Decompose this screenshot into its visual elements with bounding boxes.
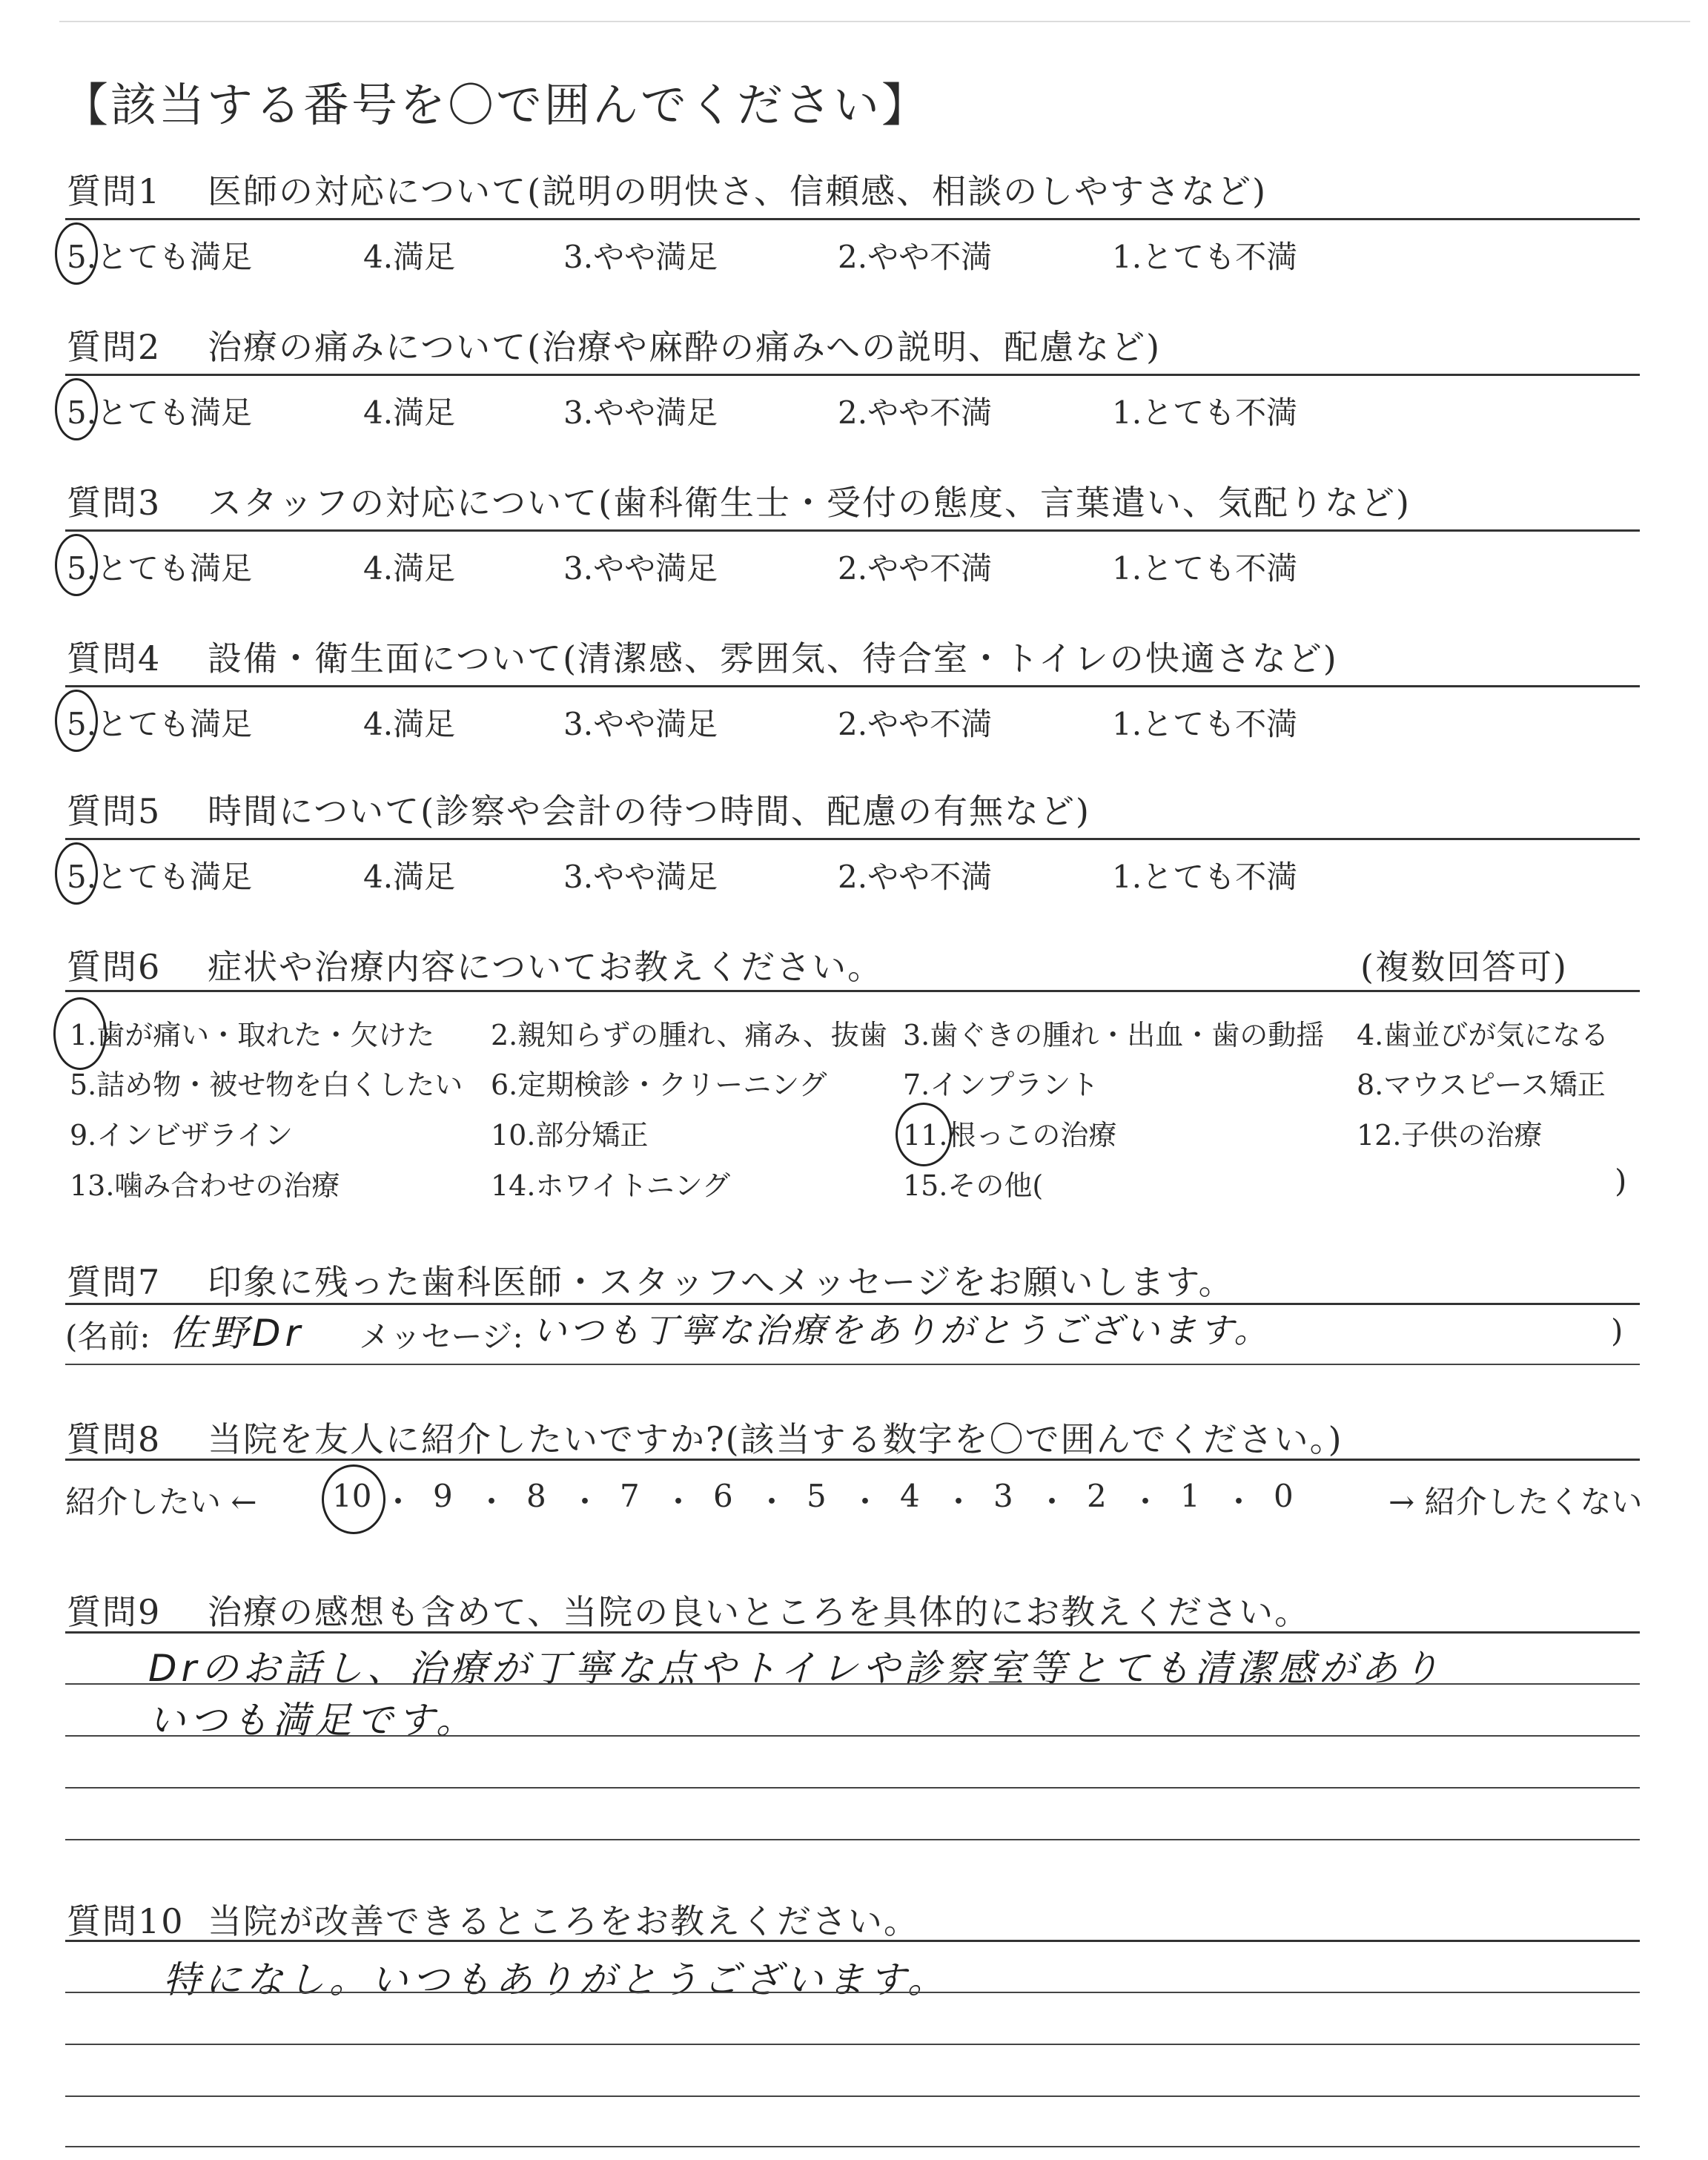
rating-option-2[interactable]: 2.やや不満	[838, 859, 993, 895]
question-4-number: 質問4	[67, 638, 162, 678]
top-border	[59, 21, 1690, 22]
rating-option-3[interactable]: 3.やや満足	[563, 859, 718, 895]
scale-separator-dot: ・	[756, 1484, 788, 1520]
rating-option-2[interactable]: 2.やや不満	[838, 239, 993, 275]
rating-option-4[interactable]: 4.満足	[363, 550, 456, 587]
question-2-text: 治療の痛みについて(治療や麻酔の痛みへの説明、配慮など)	[208, 327, 1162, 367]
rating-option-5[interactable]: 5.とても満足	[67, 706, 253, 742]
recommend-score-6[interactable]: 6	[713, 1478, 733, 1514]
question-3-number: 質問3	[67, 483, 162, 523]
scale-separator-dot: ・	[943, 1484, 975, 1520]
rating-option-1[interactable]: 1.とても不満	[1112, 239, 1298, 275]
question-9-number: 質問9	[67, 1592, 162, 1632]
rating-option-4[interactable]: 4.満足	[363, 706, 456, 742]
question-9-answer-line-1: Drのお話し、治療が丁寧な点やトイレや診察室等とても清潔感があり	[148, 1647, 1444, 1690]
recommend-score-3[interactable]: 3	[993, 1478, 1013, 1514]
q6-option-9[interactable]: 9.インビザライン	[70, 1119, 294, 1152]
question-5-text: 時間について(診察や会計の待つ時間、配慮の有無など)	[208, 791, 1090, 831]
rating-option-4[interactable]: 4.満足	[363, 859, 456, 895]
question-6-text: 症状や治療内容についてお教えください。	[208, 947, 884, 987]
scale-separator-dot: ・	[1036, 1484, 1068, 1520]
question-2-title	[67, 320, 1161, 369]
question-10-line-5	[65, 2146, 1640, 2147]
q6-option-10[interactable]: 10.部分矯正	[491, 1119, 649, 1152]
question-9-answer-line-2: いつも満足です。	[148, 1699, 477, 1742]
question-4-rule	[65, 685, 1640, 687]
question-7-title	[67, 1255, 1234, 1304]
recommend-score-2[interactable]: 2	[1087, 1478, 1107, 1514]
survey-header: 【該当する番号を〇で囲んでください】	[62, 78, 930, 132]
question-2-rule	[65, 374, 1640, 376]
rating-option-1[interactable]: 1.とても不満	[1112, 550, 1298, 587]
question-7-underline	[65, 1364, 1640, 1365]
rating-option-2[interactable]: 2.やや不満	[838, 550, 993, 587]
selected-circle-mark	[53, 997, 107, 1070]
rating-option-4[interactable]: 4.満足	[363, 394, 456, 431]
question-5-rule	[65, 838, 1640, 840]
recommend-score-7[interactable]: 7	[620, 1478, 640, 1514]
question-8-number: 質問8	[67, 1419, 162, 1459]
rating-option-3[interactable]: 3.やや満足	[563, 706, 718, 742]
q6-option-12[interactable]: 12.子供の治療	[1357, 1119, 1543, 1152]
recommend-score-0[interactable]: 0	[1274, 1478, 1294, 1514]
recommend-score-9[interactable]: 9	[433, 1478, 453, 1514]
q6-option-7[interactable]: 7.インプラント	[903, 1069, 1099, 1101]
rating-option-1[interactable]: 1.とても不満	[1112, 859, 1298, 895]
question-5-title	[67, 785, 1090, 833]
recommend-score-5[interactable]: 5	[807, 1478, 827, 1514]
question-6-title	[67, 940, 1568, 989]
rating-option-2[interactable]: 2.やや不満	[838, 394, 993, 431]
message-close-paren: )	[1611, 1312, 1623, 1349]
question-4-text: 設備・衛生面について(清潔感、雰囲気、待合室・トイレの快適さなど)	[208, 638, 1338, 678]
question-10-line-3	[65, 2044, 1640, 2045]
question-8-title	[67, 1413, 1343, 1462]
rating-option-5[interactable]: 5.とても満足	[67, 550, 253, 587]
question-7-number: 質問7	[67, 1262, 162, 1302]
question-10-rule	[65, 1940, 1640, 1942]
rating-option-3[interactable]: 3.やや満足	[563, 239, 718, 275]
q6-option-6[interactable]: 6.定期検診・クリーニング	[491, 1069, 827, 1101]
question-10-title	[67, 1895, 919, 1943]
selected-circle-mark	[55, 378, 98, 440]
scale-separator-dot: ・	[569, 1484, 601, 1520]
rating-option-1[interactable]: 1.とても不満	[1112, 706, 1298, 742]
q6-option-15[interactable]: 15.その他(	[903, 1169, 1044, 1202]
name-label: (名前:	[65, 1318, 150, 1355]
rating-option-5[interactable]: 5.とても満足	[67, 859, 253, 895]
question-10-text: 当院が改善できるところをお教えください。	[208, 1901, 919, 1941]
name-value: 佐野Dr	[169, 1312, 305, 1355]
question-10-number: 質問10	[67, 1901, 185, 1941]
recommend-left-label: 紹介したい ←	[65, 1484, 257, 1520]
rating-option-2[interactable]: 2.やや不満	[838, 706, 993, 742]
recommend-score-4[interactable]: 4	[900, 1478, 920, 1514]
scale-separator-dot: ・	[383, 1484, 414, 1520]
rating-option-3[interactable]: 3.やや満足	[563, 550, 718, 587]
selected-circle-mark	[55, 842, 98, 905]
scale-separator-dot: ・	[663, 1484, 695, 1520]
question-1-rule	[65, 218, 1640, 220]
question-3-rule	[65, 529, 1640, 532]
q6-option-5[interactable]: 5.詰め物・被せ物を白くしたい	[70, 1069, 463, 1101]
question-9-title	[67, 1585, 1310, 1634]
selected-circle-mark	[55, 690, 98, 752]
question-6-rule	[65, 990, 1640, 992]
recommend-score-1[interactable]: 1	[1180, 1478, 1200, 1514]
scale-separator-dot: ・	[850, 1484, 881, 1520]
question-4-title	[67, 632, 1338, 681]
question-10-answer-line-1: 特になし。いつもありがとうございます。	[163, 1958, 949, 2001]
q6-option-4[interactable]: 4.歯並びが気になる	[1357, 1019, 1609, 1051]
scale-separator-dot: ・	[1130, 1484, 1162, 1520]
question-9-text: 治療の感想も含めて、当院の良いところを具体的にお教えください。	[208, 1592, 1311, 1632]
recommend-right-label: → 紹介したくない	[1388, 1484, 1643, 1520]
scale-separator-dot: ・	[1223, 1484, 1255, 1520]
selected-circle-mark	[896, 1103, 952, 1166]
q6-option-3[interactable]: 3.歯ぐきの腫れ・出血・歯の動揺	[903, 1019, 1325, 1051]
question-10-line-4	[65, 2095, 1640, 2097]
question-9-line-4	[65, 1787, 1640, 1789]
question-8-rule	[65, 1459, 1640, 1461]
question-6-number: 質問6	[67, 947, 162, 987]
selected-circle-mark	[55, 534, 98, 596]
question-5-number: 質問5	[67, 791, 162, 831]
question-10-line-2	[65, 1992, 1640, 1993]
q6-option-11[interactable]: 11.根っこの治療	[903, 1119, 1117, 1152]
question-9-line-3	[65, 1735, 1640, 1737]
rating-option-3[interactable]: 3.やや満足	[563, 394, 718, 431]
question-1-text: 医師の対応について(説明の明快さ、信頼感、相談のしやすさなど)	[208, 171, 1268, 211]
rating-option-5[interactable]: 5.とても満足	[67, 239, 253, 275]
q6-option-2[interactable]: 2.親知らずの腫れ、痛み、抜歯	[491, 1019, 887, 1051]
question-2-number: 質問2	[67, 327, 162, 367]
q6-option-13[interactable]: 13.噛み合わせの治療	[70, 1169, 340, 1202]
rating-option-1[interactable]: 1.とても不満	[1112, 394, 1298, 431]
question-9-line-2	[65, 1683, 1640, 1685]
rating-option-4[interactable]: 4.満足	[363, 239, 456, 275]
question-3-text: スタッフの対応について(歯科衛生士・受付の態度、言葉遣い、気配りなど)	[208, 483, 1411, 523]
message-value: いつも丁寧な治療をありがとうございます。	[532, 1310, 1271, 1350]
question-7-text: 印象に残った歯科医師・スタッフへメッセージをお願いします。	[208, 1262, 1234, 1302]
message-label: メッセージ:	[359, 1318, 523, 1355]
question-3-title	[67, 476, 1411, 525]
question-9-rule	[65, 1631, 1640, 1634]
recommend-score-8[interactable]: 8	[526, 1478, 546, 1514]
question-1-title	[67, 165, 1267, 214]
q6-other-close-paren: )	[1615, 1163, 1627, 1199]
scale-separator-dot: ・	[476, 1484, 508, 1520]
q6-option-14[interactable]: 14.ホワイトニング	[491, 1169, 731, 1202]
question-8-text: 当院を友人に紹介したいですか?(該当する数字を〇で囲んでください。)	[208, 1419, 1343, 1459]
rating-option-5[interactable]: 5.とても満足	[67, 394, 253, 431]
selected-circle-mark	[55, 222, 98, 285]
question-9-line-5	[65, 1839, 1640, 1840]
q6-option-8[interactable]: 8.マウスピース矯正	[1357, 1069, 1606, 1101]
recommend-score-10[interactable]: 10	[332, 1478, 372, 1514]
q6-option-1[interactable]: 1.歯が痛い・取れた・欠けた	[70, 1019, 435, 1051]
multiple-answers-note: (複数回答可)	[1360, 947, 1568, 987]
selected-circle-mark	[322, 1464, 385, 1534]
question-1-number: 質問1	[67, 171, 162, 211]
